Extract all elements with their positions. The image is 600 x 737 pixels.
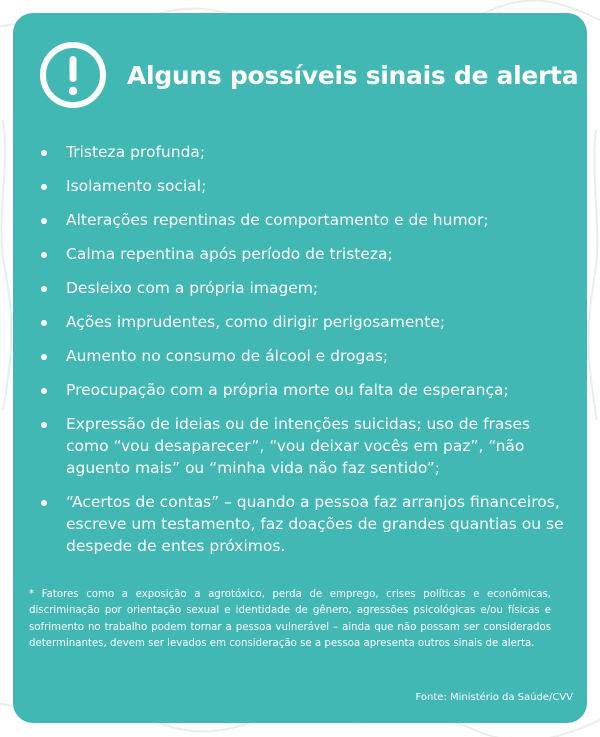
list-item-text: Desleixo com a própria imagem; — [66, 279, 319, 297]
bullet-icon — [41, 320, 47, 326]
list-item-text: Ações imprudentes, como dirigir perigosamente; — [66, 313, 446, 331]
alert-signs-list — [40, 141, 570, 569]
bullet-icon — [41, 388, 47, 394]
card-header — [39, 40, 578, 110]
list-item — [40, 491, 570, 557]
list-item-text: “Acertos de contas” – quando a pessoa faz arranjos financeiros, escreve um testamento, faz doações de grandes quantias ou se despede de entes próximos. — [66, 493, 564, 555]
list-item-text: Calma repentina após período de tristeza; — [66, 245, 393, 263]
bullet-icon — [41, 218, 47, 224]
source-credit: Fonte: Ministério da Saúde/CVV — [415, 692, 573, 703]
list-item — [40, 311, 570, 333]
list-item-text: Expressão de ideias ou de intenções suicidas; uso de frases como “vou desaparecer”, “vou deixar vocês em paz”, “não aguento mais” ou “minha vida não faz sentido”; — [66, 415, 531, 477]
footnote: * Fatores como a exposição a agrotóxico, perda de emprego, crises políticas e econômicas, discriminação por orientação sexual e identidade de gênero, agressões psicológicas e/ou físicas e sofrimento no trabalho podem tornar a pessoa vulnerável – ainda que não possam ser considerados determinantes, devem ser levados em consideração se a pessoa apresenta outros sinais de alerta. — [29, 589, 551, 649]
list-item-text: Isolamento social; — [66, 177, 207, 195]
bullet-icon — [41, 354, 47, 360]
list-item — [40, 175, 570, 197]
list-item — [40, 277, 570, 299]
list-item-text: Alterações repentinas de comportamento e de humor; — [66, 211, 489, 229]
bullet-icon — [41, 500, 47, 506]
bullet-icon — [41, 252, 47, 258]
list-item-text: Tristeza profunda; — [66, 143, 206, 161]
list-item — [40, 379, 570, 401]
bullet-icon — [41, 150, 47, 156]
list-item-text: Aumento no consumo de álcool e drogas; — [66, 347, 389, 365]
list-item — [40, 413, 570, 479]
exclamation-circle-icon — [39, 41, 107, 109]
bullet-icon — [41, 286, 47, 292]
list-item — [40, 345, 570, 367]
card-title: Alguns possíveis sinais de alerta — [127, 60, 579, 90]
bullet-icon — [41, 184, 47, 190]
list-item — [40, 209, 570, 231]
list-item — [40, 243, 570, 265]
bullet-icon — [41, 422, 47, 428]
list-item-text: Preocupação com a própria morte ou falta de esperança; — [66, 381, 509, 399]
list-item — [40, 141, 570, 163]
